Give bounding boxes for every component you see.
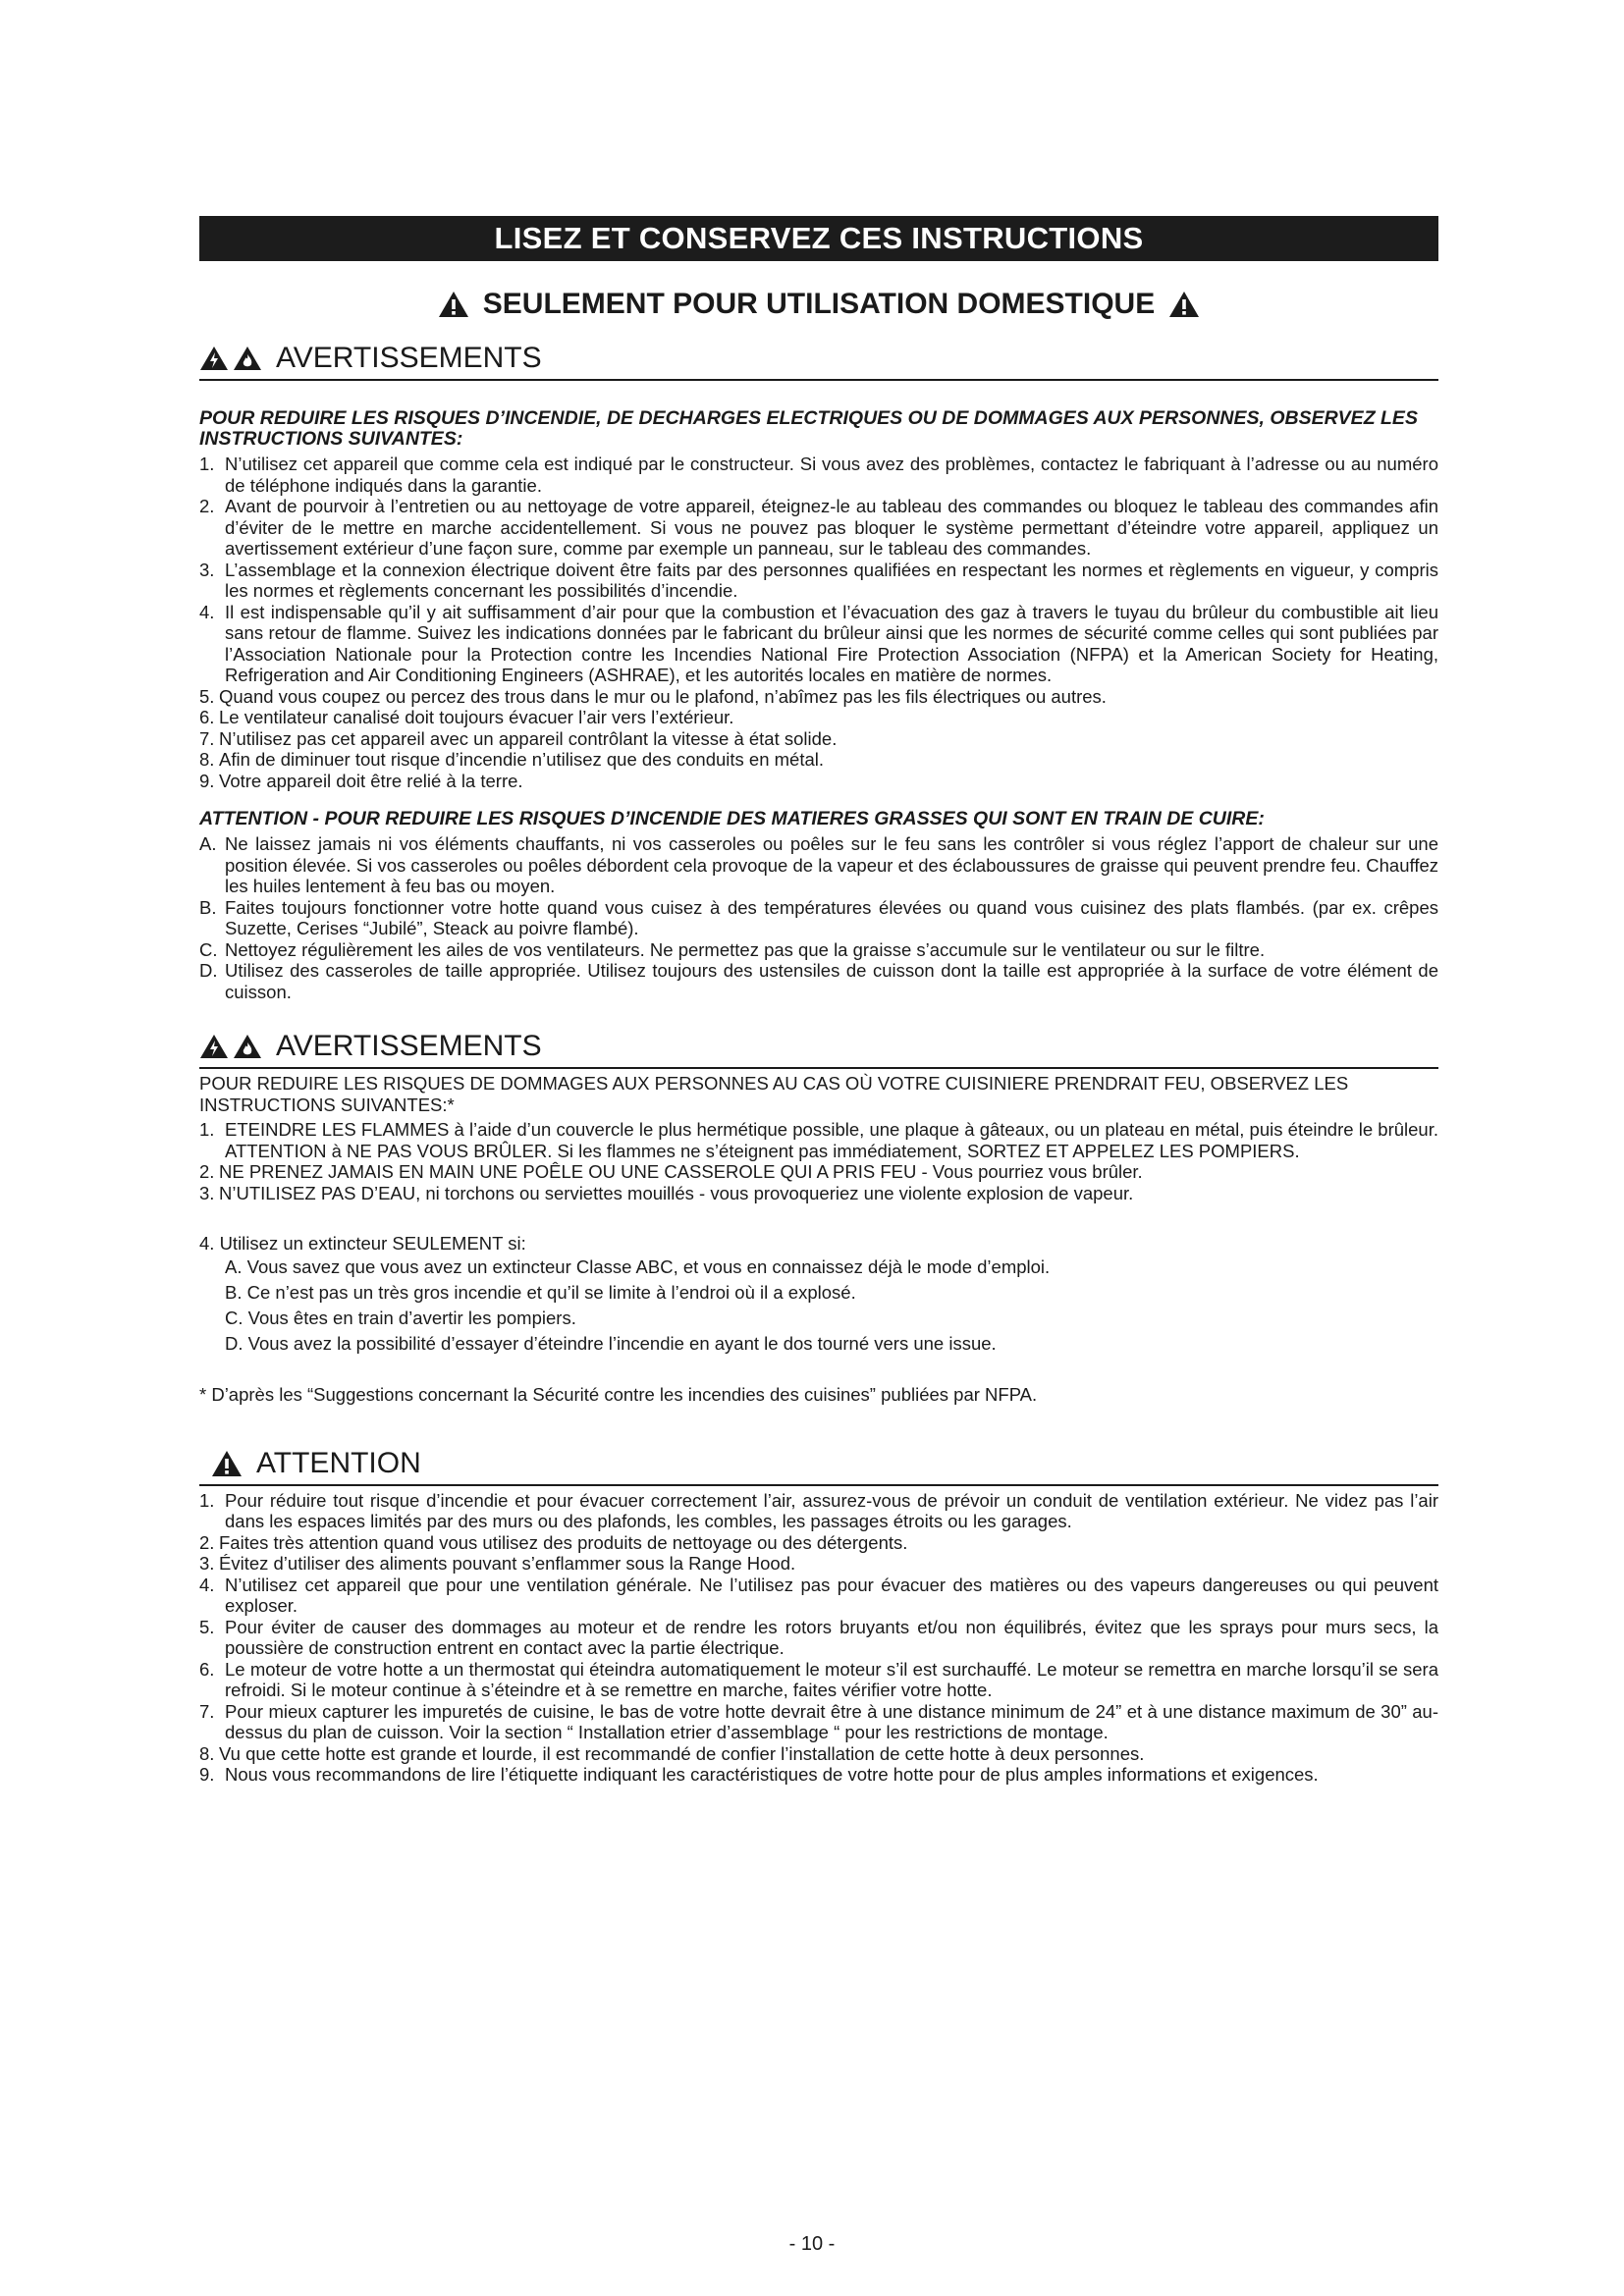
warning-triangle-icon <box>1168 291 1200 318</box>
list-item: 4. N’utilisez cet appareil que pour une ventilation générale. Ne l’utilisez pas pour évacuer des matières ou des vapeurs dangereuses ou qui peuvent exploser. <box>199 1574 1438 1616</box>
list-item: 9. Votre appareil doit être relié à la terre. <box>199 770 523 791</box>
list-item: 6. Le moteur de votre hotte a un thermostat qui éteindra automatiquement le moteur s’il est surchauffé. Le moteur se remettra en marche lorsqu’il se sera refroidi. Si le moteur continue à s’éteindre et à se remettre en marche, faites vérifier votre hotte. <box>199 1658 1438 1700</box>
extinguisher-conditions <box>225 1255 1438 1357</box>
list-item: D. Utilisez des casseroles de taille appropriée. Utilisez toujours des ustensiles de cuisson dont la taille est appropriée à la surface de votre élément de cuisson. <box>199 960 1438 1002</box>
attention-list <box>199 1490 1438 1786</box>
electric-shock-warning-icon <box>199 346 229 371</box>
list-item: 2. Faites très attention quand vous utilisez des produits de nettoyage ou des détergents. <box>199 1531 908 1553</box>
extinguisher-item: 4. Utilisez un extincteur SEULEMENT si: <box>199 1233 526 1254</box>
list-item: 7. Pour mieux capturer les impuretés de cuisine, le bas de votre hotte devrait être à une distance minimum de 24” et à une distance maximum de 30” au-dessus du plan de cuisson. Voir la section “ Installation etrier d’assemblage “ pour les restrictions de montage. <box>199 1700 1438 1742</box>
list-item: 3. L’assemblage et la connexion électrique doivent être faits par des personnes qualifiées en respectant les normes et règlements en vigueur, y compris les normes et règlements concernant les possibilités d’incendie. <box>199 559 1438 601</box>
fire-warning-icon <box>233 346 262 371</box>
list-item: C. Nettoyez régulièrement les ailes de vos ventilateurs. Ne permettez pas que la graisse s’accumule sur le ventilateur ou sur le filtre. <box>199 938 1266 960</box>
list-item: B. Ce n’est pas un très gros incendie et qu’il se limite à l’endroi où il a explosé. <box>225 1281 856 1303</box>
list-item: 2. NE PRENEZ JAMAIS EN MAIN UNE POÊLE OU UNE CASSEROLE QUI A PRIS FEU - Vous pourriez vous brûler. <box>199 1161 1143 1182</box>
list-item: A. Vous savez que vous avez un extincteur Classe ABC, et vous en connaissez déjà le mode d’emploi. <box>225 1255 1051 1277</box>
warnings-lead: POUR REDUIRE LES RISQUES D’INCENDIE, DE DECHARGES ELECTRIQUES OU DE DOMMAGES AUX PERSONNES, OBSERVEZ LES INSTRUCTIONS SUIVANTES: <box>199 407 1418 450</box>
warnings-heading <box>199 340 1438 381</box>
list-item: 8. Vu que cette hotte est grande et lourde, il est recommandé de confier l’installation de cette hotte à deux personnes. <box>199 1742 1145 1764</box>
list-item: 1. N’utilisez cet appareil que comme cela est indiqué par le constructeur. Si vous avez des problèmes, contactez le fabriquant à l’adresse ou au numéro de téléphone indiqués dans la garantie. <box>199 454 1438 496</box>
attention-heading-text: ATTENTION <box>256 1446 421 1479</box>
list-item: B. Faites toujours fonctionner votre hotte quand vous cuisez à des températures élevées ou quand vous cuisinez des plats flambés. (par ex. crêpes Suzette, Cerises “Jubilé”, Steack au poivre flambé). <box>199 896 1438 938</box>
list-item: 3. N’UTILISEZ PAS D’EAU, ni torchons ou serviettes mouillés - vous provoqueriez une violente explosion de vapeur. <box>199 1182 1134 1203</box>
list-item: 1. Pour réduire tout risque d’incendie et pour évacuer correctement l’air, assurez-vous de prévoir un conduit de ventilation extérieur. Ne videz pas l’air dans les espaces limités par des murs ou des plafonds, les combles, les passages étroits ou les garages. <box>199 1489 1438 1531</box>
page-number: - 10 - <box>788 2233 836 2255</box>
fire-warnings-heading <box>199 1028 1438 1069</box>
attention-grease-lead: ATTENTION - POUR REDUIRE LES RISQUES D’INCENDIE DES MATIERES GRASSES QUI SONT EN TRAIN DE CUIRE: <box>199 808 1265 829</box>
list-item: C. Vous êtes en train d’avertir les pompiers. <box>225 1307 576 1328</box>
list-item: 5. Pour éviter de causer des dommages au moteur et de rendre les rotors bruyants et/ou non équilibrés, évitez que les sprays pour murs secs, la poussière de construction entrent en contact avec la partie électrique. <box>199 1616 1438 1658</box>
fire-warnings-lead: POUR REDUIRE LES RISQUES DE DOMMAGES AUX PERSONNES AU CAS OÙ VOTRE CUISINIERE PRENDRAIT FEU, OBSERVEZ LES INSTRUCTIONS SUIVANTES:* <box>199 1073 1349 1115</box>
warning-triangle-icon <box>211 1450 243 1477</box>
subtitle <box>199 285 1438 324</box>
list-item: 6. Le ventilateur canalisé doit toujours évacuer l’air vers l’extérieur. <box>199 707 734 727</box>
list-item: 8. Afin de diminuer tout risque d’incendie n’utilisez que des conduits en métal. <box>199 749 825 770</box>
nfpa-footnote: * D’après les “Suggestions concernant la Sécurité contre les incendies des cuisines” publiées par NFPA. <box>199 1383 1038 1405</box>
attention-grease-list <box>199 833 1438 1002</box>
warning-triangle-icon <box>438 291 469 318</box>
fire-warnings-heading-text: AVERTISSEMENTS <box>276 1030 542 1062</box>
fire-warnings-list <box>199 1119 1438 1203</box>
title-bar: LISEZ ET CONSERVEZ CES INSTRUCTIONS <box>199 216 1438 261</box>
warnings-list <box>199 454 1438 791</box>
list-item: 7. N’utilisez pas cet appareil avec un appareil contrôlant la vitesse à état solide. <box>199 727 838 749</box>
list-item: A. Ne laissez jamais ni vos éléments chauffants, ni vos casseroles ou poêles sur le feu sans les contrôler si vous réglez l’apport de chaleur sur une position élevée. Si vos casseroles ou poêles débordent cela provoque de la vapeur et des éclaboussures de graisse qui peuvent prendre feu. Chauffez les huiles lentement à feu bas ou moyen. <box>199 833 1438 896</box>
warnings-heading-text: AVERTISSEMENTS <box>276 342 542 374</box>
electric-shock-warning-icon <box>199 1034 229 1059</box>
document-page <box>199 216 1438 1786</box>
list-item: 9. Nous vous recommandons de lire l’étiquette indiquant les caractéristiques de votre hotte pour de plus amples informations et exigences. <box>199 1764 1319 1785</box>
list-item: D. Vous avez la possibilité d’essayer d’éteindre l’incendie en ayant le dos tourné vers une issue. <box>225 1332 997 1354</box>
list-item: 2. Avant de pourvoir à l’entretien ou au nettoyage de votre appareil, éteignez-le au tableau des commandes ou bloquez le tableau des commandes afin d’éviter de le mettre en marche accidentellement. Si vous ne pouvez pas bloquer le système permettant d’éteindre votre appareil, appliquez un avertissement extérieur d’une façon sure, comme par exemple un panneau, sur le tableau des commandes. <box>199 496 1438 559</box>
list-item: 1. ETEINDRE LES FLAMMES à l’aide d’un couvercle le plus hermétique possible, une plaque à gâteaux, ou un plateau en métal, puis éteindre le brûleur. ATTENTION à NE PAS VOUS BRÛLER. Si les flammes ne s’éteignent pas immédiatement, SORTEZ ET APPELEZ LES POMPIERS. <box>199 1119 1438 1161</box>
list-item: 3. Évitez d’utiliser des aliments pouvant s’enflammer sous la Range Hood. <box>199 1553 796 1574</box>
list-item: 5. Quand vous coupez ou percez des trous dans le mur ou le plafond, n’abîmez pas les fils électriques ou autres. <box>199 685 1107 707</box>
subtitle-text: SEULEMENT POUR UTILISATION DOMESTIQUE <box>482 288 1156 320</box>
fire-warning-icon <box>233 1034 262 1059</box>
attention-heading <box>199 1445 1438 1486</box>
list-item: 4. Il est indispensable qu’il y ait suffisamment d’air pour que la combustion et l’évacuation des gaz à travers le tuyau du brûleur du combustible ait lieu sans retour de flamme. Suivez les indications données par le fabricant du brûleur ainsi que les normes de sécurité comme celles qui sont publiées par l’Association Nationale pour la Protection contre les Incendies National Fire Protection Association (NFPA) et la American Society for Heating, Refrigeration and Air Conditioning Engineers (ASHRAE), et les autorités locales en matière de normes. <box>199 601 1438 685</box>
